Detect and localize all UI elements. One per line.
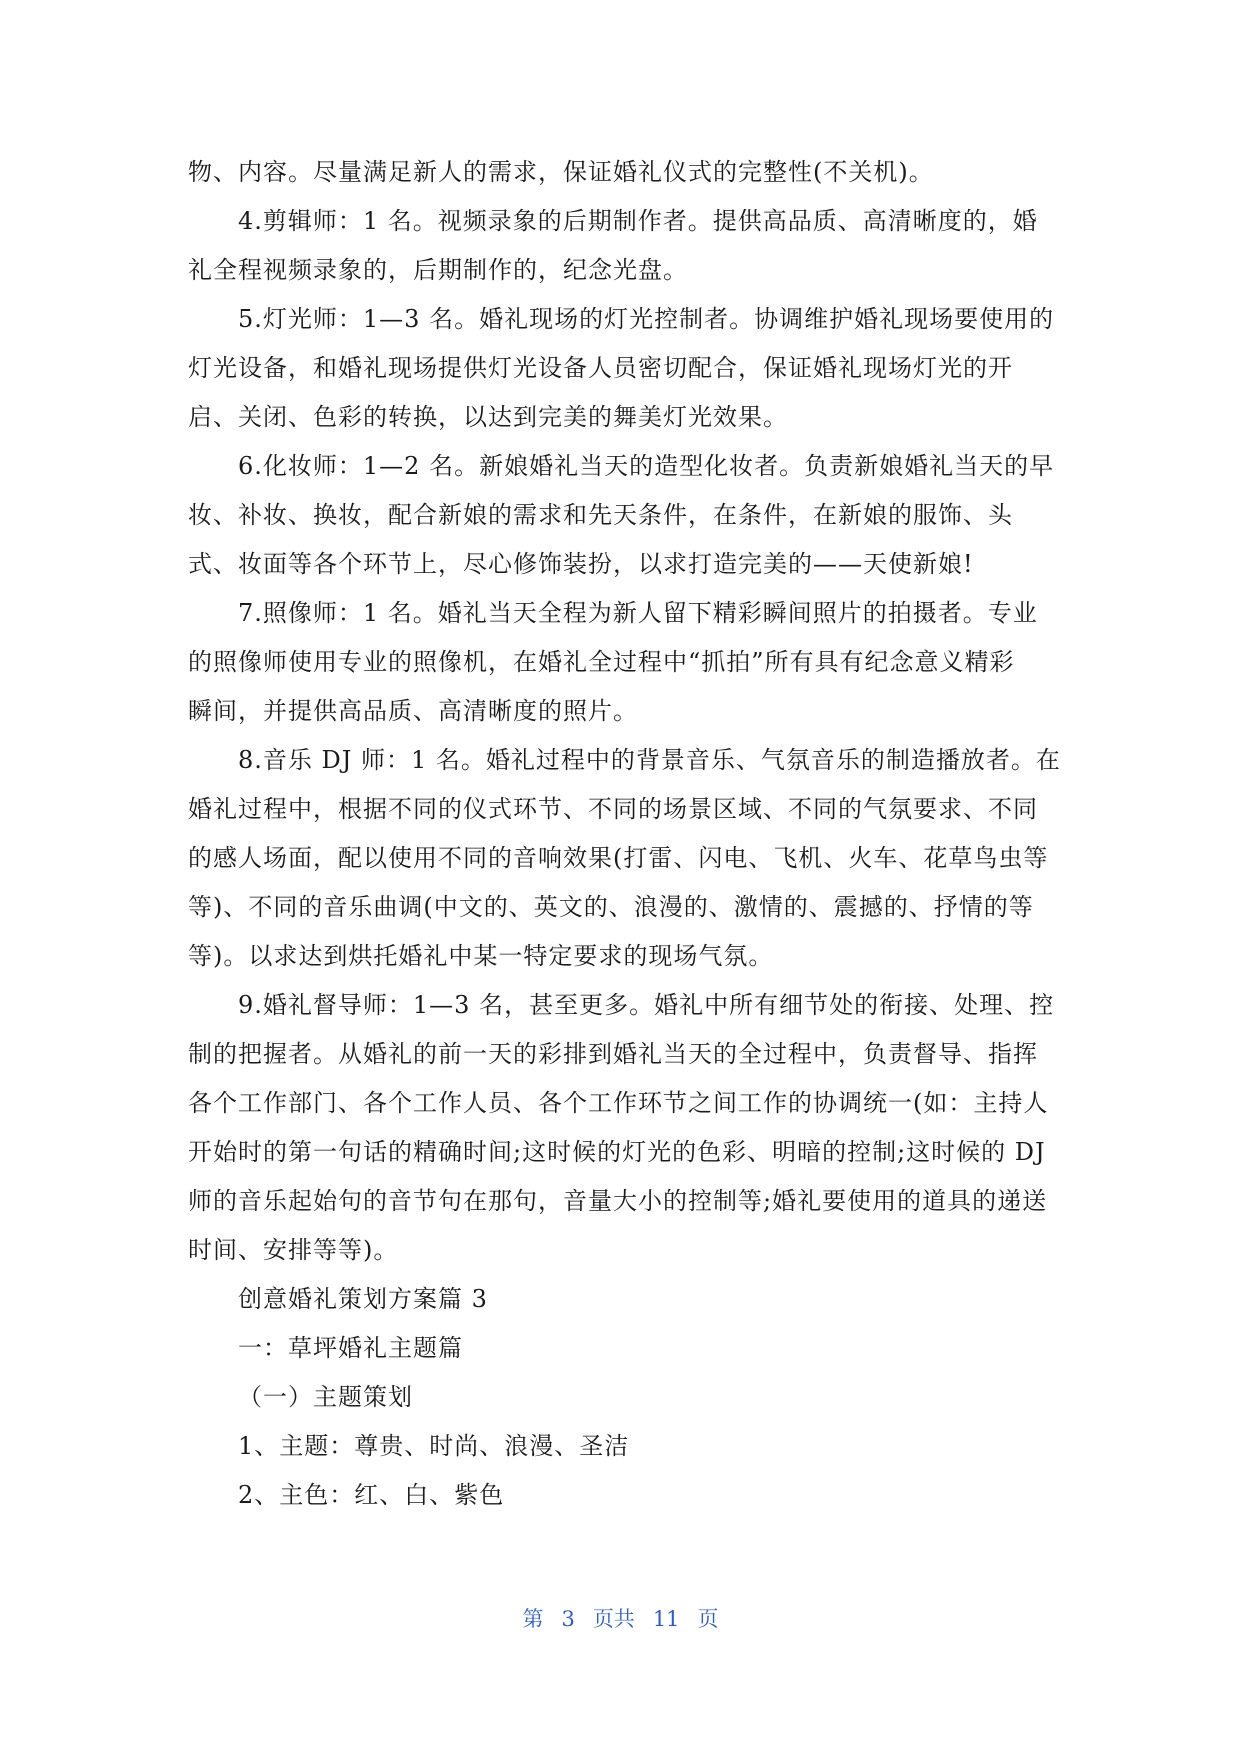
document-body [188, 148, 1061, 1520]
text-line: 8.音乐 DJ 师：1 名。婚礼过程中的背景音乐、气氛音乐的制造播放者。在 [238, 746, 1061, 774]
text-line: 创意婚礼策划方案篇 3 [238, 1285, 488, 1313]
text-line: 7.照像师：1 名。婚礼当天全程为新人留下精彩瞬间照片的拍摄者。专业 [238, 599, 1038, 627]
text-line: 9.婚礼督导师：1—3 名，甚至更多。婚礼中所有细节处的衔接、处理、控 [238, 991, 1055, 1019]
footer-suffix: 页 [697, 1607, 719, 1631]
text-line: 开始时的第一句话的精确时间;这时候的灯光的色彩、明暗的控制;这时候的 DJ [188, 1138, 1046, 1166]
footer-total-pages: 11 [652, 1607, 680, 1631]
text-line: 式、妆面等各个环节上，尽心修饰装扮，以求打造完美的——天使新娘! [188, 550, 974, 578]
text-line: 制的把握者。从婚礼的前一天的彩排到婚礼当天的全过程中，负责督导、指挥 [188, 1040, 1038, 1068]
text-line: 婚礼过程中，根据不同的仪式环节、不同的场景区域、不同的气氛要求、不同 [188, 795, 1038, 823]
text-line: （一）主题策划 [238, 1383, 413, 1411]
text-line: 1、主题：尊贵、时尚、浪漫、圣洁 [238, 1432, 630, 1460]
text-line: 各个工作部门、各个工作人员、各个工作环节之间工作的协调统一(如：主持人 [188, 1089, 1049, 1117]
text-line: 2、主色：红、白、紫色 [238, 1481, 505, 1509]
text-line: 瞬间，并提供高品质、高清晰度的照片。 [188, 697, 638, 725]
text-line: 时间、安排等等)。 [188, 1236, 399, 1264]
text-line: 等)。以求达到烘托婚礼中某一特定要求的现场气氛。 [188, 942, 774, 970]
footer-current-page: 3 [561, 1607, 575, 1631]
text-line: 6.化妆师：1—2 名。新娘婚礼当天的造型化妆者。负责新娘婚礼当天的早 [238, 452, 1055, 480]
page-footer [0, 1603, 1241, 1633]
footer-prefix: 第 [522, 1607, 544, 1631]
text-line: 的照像师使用专业的照像机，在婚礼全过程中“抓拍”所有具有纪念意义精彩 [188, 648, 1015, 676]
text-line: 物、内容。尽量满足新人的需求，保证婚礼仪式的完整性(不关机)。 [188, 158, 934, 186]
text-line: 4.剪辑师：1 名。视频录象的后期制作者。提供高品质、高清晰度的，婚 [238, 207, 1038, 235]
text-line: 启、关闭、色彩的转换，以达到完美的舞美灯光效果。 [188, 403, 788, 431]
text-line: 灯光设备，和婚礼现场提供灯光设备人员密切配合，保证婚礼现场灯光的开 [188, 354, 1013, 382]
text-line: 礼全程视频录象的，后期制作的，纪念光盘。 [188, 256, 688, 284]
text-line: 等)、不同的音乐曲调(中文的、英文的、浪漫的、激情的、震撼的、抒情的等 [188, 893, 1034, 921]
footer-middle: 页共 [592, 1607, 635, 1631]
text-line: 一：草坪婚礼主题篇 [238, 1334, 463, 1362]
text-line: 的感人场面，配以使用不同的音响效果(打雷、闪电、飞机、火车、花草鸟虫等 [188, 844, 1049, 872]
text-line: 师的音乐起始句的音节句在那句，音量大小的控制等;婚礼要使用的道具的递送 [188, 1187, 1048, 1215]
text-line: 5.灯光师：1—3 名。婚礼现场的灯光控制者。协调维护婚礼现场要使用的 [238, 305, 1055, 333]
text-line: 妆、补妆、换妆，配合新娘的需求和先天条件，在条件，在新娘的服饰、头 [188, 501, 1013, 529]
